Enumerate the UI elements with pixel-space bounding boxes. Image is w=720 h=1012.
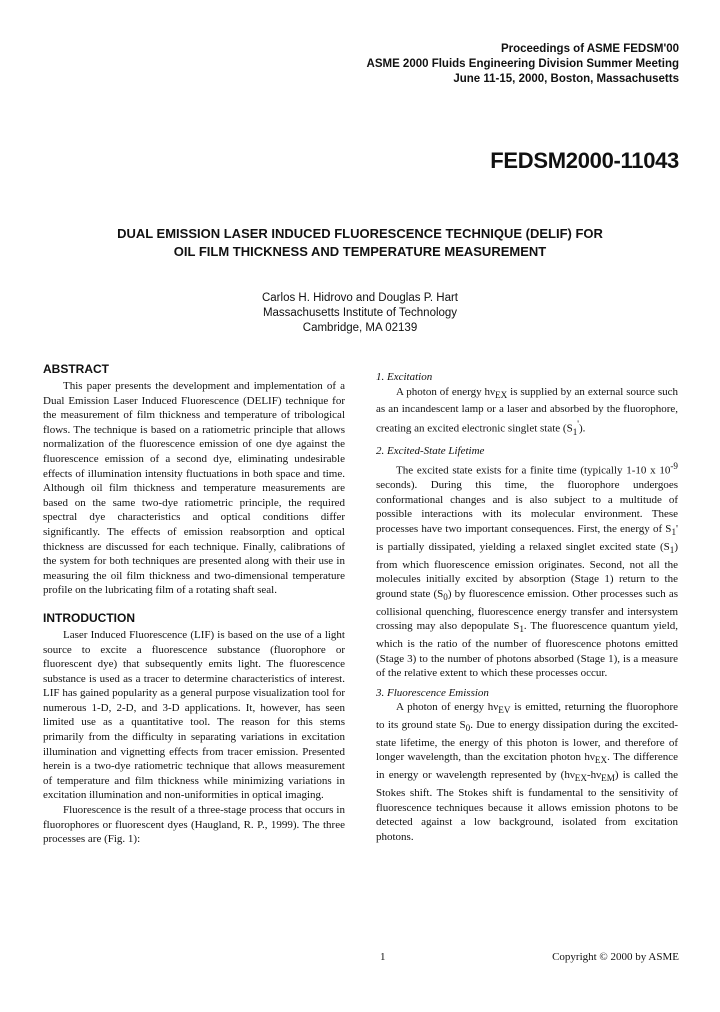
introduction-paragraph-1: Laser Induced Fluorescence (LIF) is based on the use of a light source to excite a fluorescence substance (fluorophore or fluorescent dye) that subsequently emits light. The fluorescence substance is used as a tracer to determine characteristics of interest. LIF has gained popularity as a general purpose visualization tool for numerous 1-D, 2-D, and 3-D applications. It, however, has seen limited use as a quantitative tool. The reason for this stems primarily from the difficulty in separating variations in excitation illumination and vignetting effects from tracer emission. Presented herein is a two-dye ratiometric technique that allows measurement of temperature and film thickness while minimizing variations in excitation illumination and non-uniformities in optical imaging. — [43, 628, 345, 802]
stage-3-text-b: is emitted, returning the fluorophore to its ground state S — [376, 701, 678, 732]
stage-3-sub-ex-2: EX — [574, 773, 588, 784]
introduction-paragraph-2: Fluorescence is the result of a three-stage process that occurs in fluorophores or fluorescent dyes (Haugland, R. P., 1999). The three processes are (Fig. 1): — [43, 804, 345, 846]
stage-3-heading: 3. Fluorescence Emission — [376, 686, 489, 699]
left-column — [43, 362, 345, 847]
proceedings-line-1: Proceedings of ASME FEDSM'00 — [500, 43, 679, 55]
stage-2-text-f: . The fluorescence quantum yield, which is the ratio of the number of fluorescence photons emitted (Stage 3) to the number of photons absorbed (Stage 1), is a measure of the relative extent to which these processes occur. — [376, 620, 678, 680]
stage-1-sup-prime: ' — [577, 418, 579, 429]
stage-2-text-c: ' is partially dissipated, yielding a relaxed singlet excited state (S — [376, 523, 678, 553]
introduction-heading: INTRODUCTION — [43, 610, 135, 625]
stage-3-sub-ev: EV — [498, 705, 511, 716]
author-affiliation: Massachusetts Institute of Technology — [262, 307, 458, 319]
stage-3-sub-0: 0 — [465, 723, 471, 734]
title-line-2: OIL FILM THICKNESS AND TEMPERATURE MEASUREMENT — [173, 243, 547, 259]
stage-1-text-c: ). — [578, 422, 586, 435]
abstract-text: This paper presents the development and implementation of a Dual Emission Laser Induced Fluorescence (DELIF) technique for the measurement of film thickness and temperature of tribological flows. The technique is based on a ratiometric principle that allows normalization of the fluorescence emission of one dye against the fluorescence emission of a second dye, eliminating undesirable effects of illumination intensity fluctuations in both space and time. Although oil film thickness and temperature measurements are based on the same two-dye ratiometric principle, the required spectral dye characteristics and optical conditions differ significantly. The effects of emission reabsorption and optical thickness are discussed for each technique. Finally, calibrations of the system for both techniques are presented along with their use in measuring the oil film thickness and two-dimensional temperature profile on the lubricating film of a rotating shaft seal. — [43, 380, 345, 597]
stage-1-text-b: is supplied by an external source such as an incandescent lamp or a laser and absorbed by the fluorophore, creating an excited electronic singlet state (S — [376, 385, 678, 435]
stage-2-text-d: ) from which fluorescence emission originates. Second, not all the molecules initially excited by absorption (Stage 1) return to the ground state (S — [376, 540, 678, 600]
stage-3-text-d: . The difference in energy or wavelength represented by (hν — [376, 751, 678, 782]
stage-2-text — [376, 459, 678, 681]
paper-id: FEDSM2000-11043 — [490, 148, 679, 173]
author-block — [160, 291, 560, 336]
stage-2-sub-0: 0 — [443, 591, 448, 602]
stage-2-text-a: The excited state exists for a finite time (typically 1-10 x 10 — [396, 464, 671, 477]
stage-1-text — [376, 385, 678, 440]
stage-3-text-e: -hν — [587, 769, 602, 782]
stage-2-text-b: seconds). During this time, the fluorophore undergoes conformational changes and is also subject to a multitude of possible interactions with its molecular environment. These processes have two important consequences. First, the energy of S — [376, 479, 678, 536]
stage-3-text-f: ) is called the Stokes shift. The Stokes shift is fundamental to the sensitivity of fluorescence techniques because it allows emission photons to be detected against a low background, isolated from excitation photons. — [376, 769, 678, 843]
stage-1-heading: 1. Excitation — [376, 371, 433, 383]
stage-2-sub-1c: 1 — [519, 624, 524, 635]
proceedings-line-2: ASME 2000 Fluids Engineering Division Summer Meeting — [366, 58, 679, 70]
stage-3-sub-em: EM — [601, 773, 615, 784]
page-number: 1 — [380, 951, 386, 963]
author-names: Carlos H. Hidrovo and Douglas P. Hart — [261, 292, 459, 304]
stage-3-text — [376, 700, 678, 844]
right-column — [376, 370, 678, 844]
stage-1-sub-ex: EX — [494, 389, 508, 400]
abstract-heading: ABSTRACT — [43, 362, 109, 376]
stage-1-text-a: A photon of energy hν — [396, 385, 495, 398]
copyright-notice: Copyright © 2000 by ASME — [552, 951, 679, 963]
author-location: Cambridge, MA 02139 — [302, 322, 418, 334]
proceedings-line-3: June 11-15, 2000, Boston, Massachusetts — [453, 73, 679, 85]
stage-1-sub-1: 1 — [572, 426, 578, 437]
stage-3-text-a: A photon of energy hν — [396, 701, 499, 714]
stage-3-text-c: . Due to energy dissipation during the excited-state lifetime, the energy of this photon is lower, and therefore of longer wavelength, than the excitation photon hν — [376, 719, 678, 764]
stage-2-sup-exp: -9 — [670, 461, 678, 471]
stage-2-sub-1b: 1 — [669, 545, 675, 555]
stage-3-sub-ex: EX — [594, 755, 608, 766]
stage-2-sub-1a: 1 — [671, 527, 677, 538]
stage-2-text-e: ) by fluorescence emission. Other processes such as collisional quenching, fluorescence energy transfer and intersystem crossing may also depopulate S — [376, 587, 679, 633]
title-line-1: DUAL EMISSION LASER INDUCED FLUORESCENCE TECHNIQUE (DELIF) FOR — [117, 226, 603, 241]
stage-2-heading: 2. Excited-State Lifetime — [376, 445, 485, 458]
proceedings-header — [367, 42, 679, 87]
paper-title — [60, 225, 660, 260]
